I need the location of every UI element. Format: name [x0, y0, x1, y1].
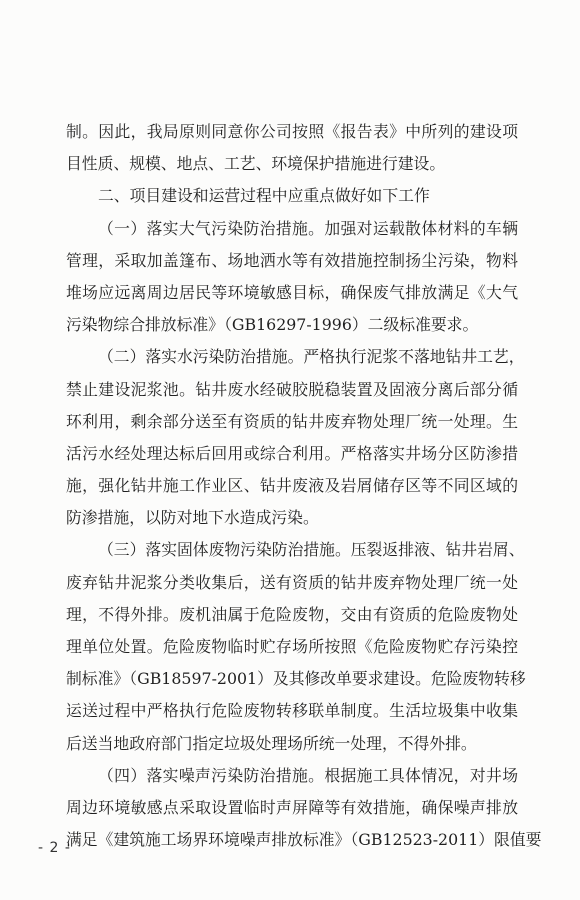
text-line: 管理，采取加盖篷布、场地洒水等有效措施控制扬尘污染，物料 [66, 250, 518, 270]
text-line: 周边环境敏感点采取设置临时声屏障等有效措施，确保噪声排放 [66, 797, 518, 817]
text-line: 禁止建设泥浆池。钻井废水经破胶脱稳装置及固液分离后部分循 [66, 379, 518, 399]
text-line: （三）落实固体废物污染防治措施。压裂返排液、钻井岩屑、 [98, 540, 525, 560]
text-line: 环利用，剩余部分送至有资质的钻井废弃物处理厂统一处理。生 [66, 411, 518, 431]
text-line: （四）落实噪声污染防治措施。根据施工具体情况，对井场 [98, 765, 518, 785]
text-line: 污染物综合排放标准》（GB16297-1996）二级标准要求。 [66, 315, 479, 335]
text-line: （二）落实水污染防治措施。严格执行泥浆不落地钻井工艺， [98, 347, 525, 367]
text-line: 理，不得外排。废机油属于危险废物，交由有资质的危险废物处 [66, 604, 518, 624]
text-line: 废弃钻井泥浆分类收集后，送有资质的钻井废弃物处理厂统一处 [66, 572, 518, 592]
text-line: 二、项目建设和运营过程中应重点做好如下工作 [98, 186, 430, 206]
text-line: 防渗措施，以防对地下水造成污染。 [66, 508, 319, 528]
text-line: 理单位处置。危险废物临时贮存场所按照《危险废物贮存污染控 [66, 637, 518, 656]
text-line: 堆场应远离周边居民等环境敏感目标，确保废气排放满足《大气 [66, 282, 518, 302]
text-line: 制。因此，我局原则同意你公司按照《报告表》中所列的建设项 [66, 122, 518, 141]
text-line: 满足《建筑施工场界环境噪声排放标准》（GB12523-2011）限值要 [66, 830, 542, 850]
paragraph [66, 534, 526, 759]
paragraph [66, 760, 542, 857]
document-body [66, 116, 542, 856]
paragraph [66, 341, 525, 534]
text-line: 制标准》（GB18597-2001）及其修改单要求建设。危险废物转移 [66, 669, 526, 689]
paragraph [66, 213, 518, 342]
text-line: 运送过程中严格执行危险废物转移联单制度。生活垃圾集中收集 [66, 701, 518, 721]
paragraph [66, 116, 518, 180]
paragraph [66, 180, 518, 212]
text-line: 后送当地政府部门指定垃圾处理场所统一处理，不得外排。 [66, 733, 477, 753]
page-number: - 2 - [38, 840, 71, 856]
text-line: 活污水经处理达标后回用或综合利用。严格落实井场分区防渗措 [66, 443, 518, 463]
text-line: （一）落实大气污染防治措施。加强对运载散体材料的车辆 [98, 218, 518, 238]
text-line: 目性质、规模、地点、工艺、环境保护措施进行建设。 [66, 154, 446, 174]
text-line: 施，强化钻井施工作业区、钻井废液及岩屑储存区等不同区域的 [66, 476, 518, 496]
